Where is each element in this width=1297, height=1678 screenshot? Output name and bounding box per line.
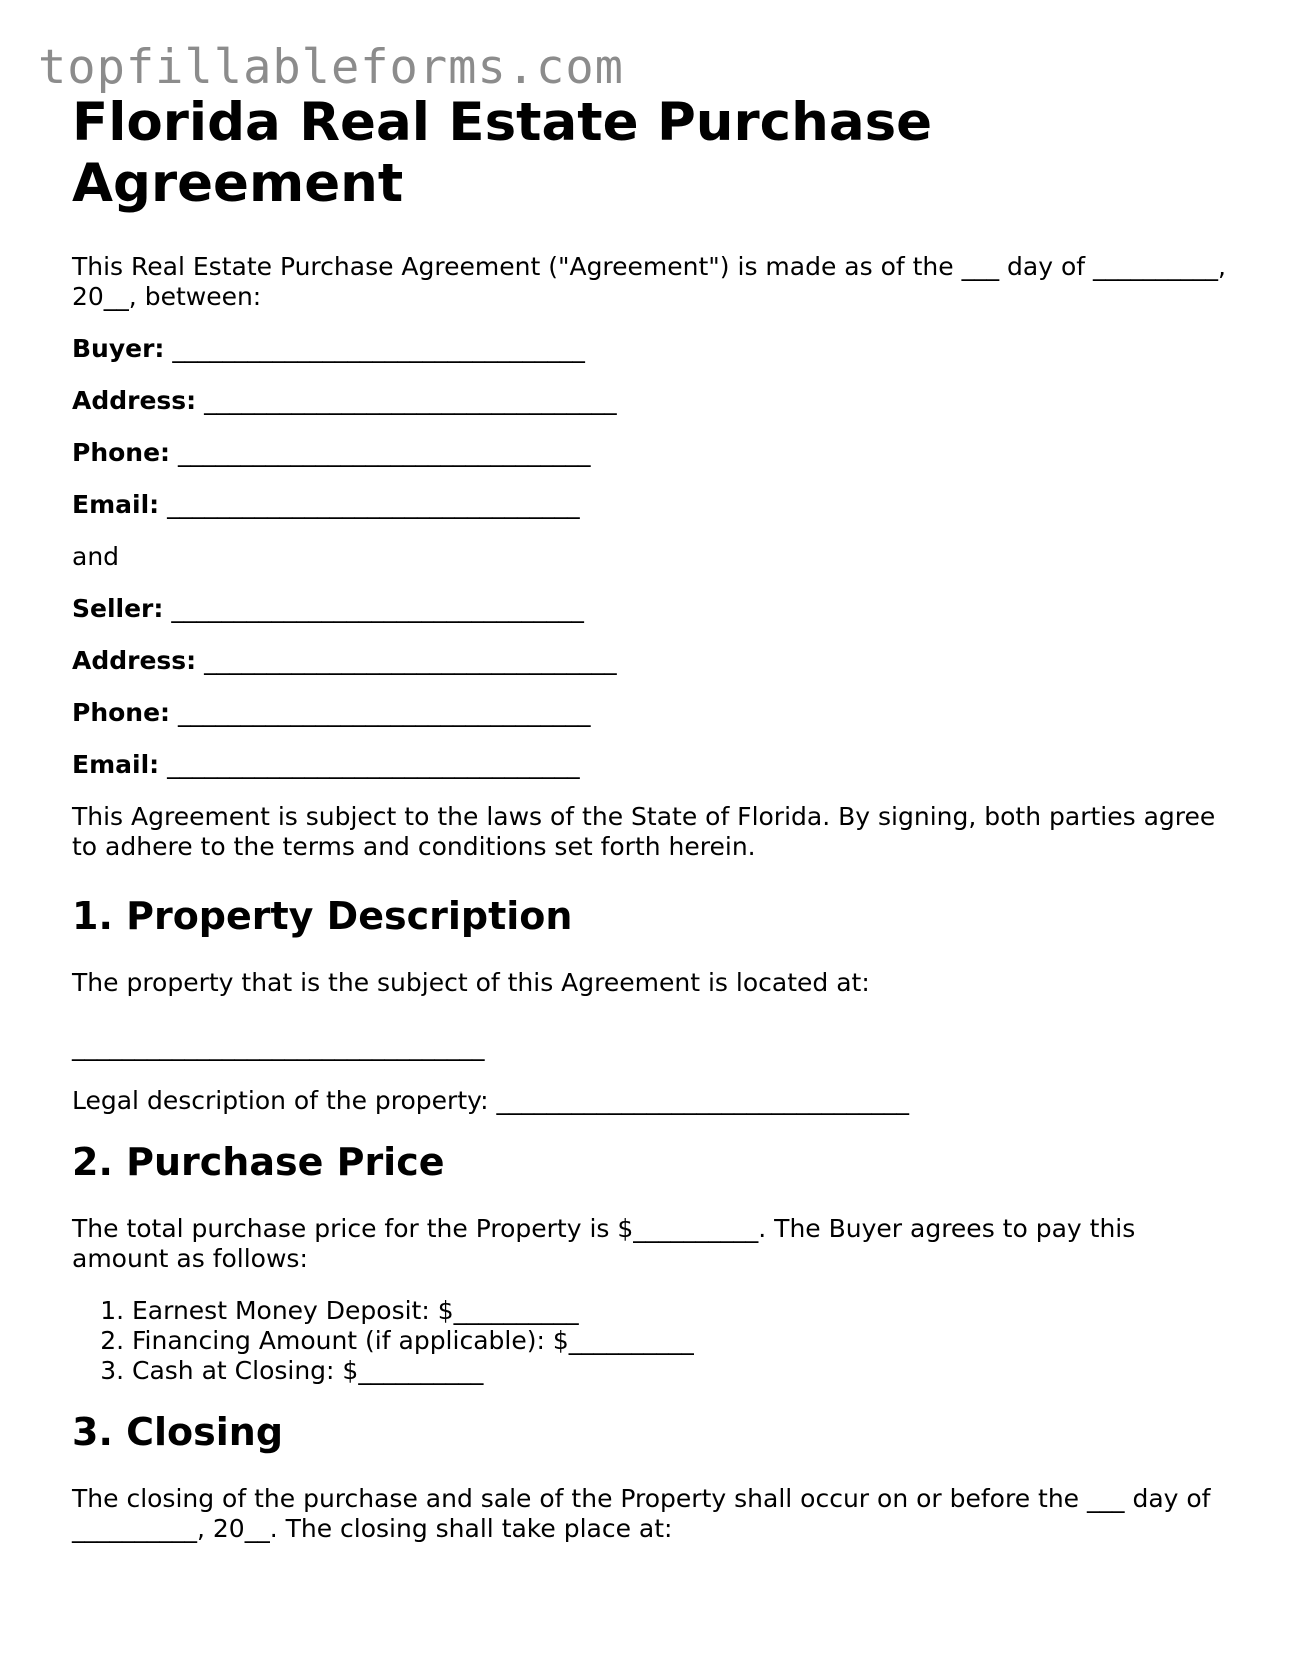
buyer-email-blank[interactable]: _________________________________ (167, 490, 580, 519)
section-heading-property-description: 1. Property Description (72, 894, 573, 938)
buyer-address-label: Address: (72, 386, 197, 415)
list-item: 2. Financing Amount (if applicable): $__________ (132, 1326, 1232, 1356)
and-text: and (72, 542, 120, 571)
legal-description-text: Legal description of the property: _________________________________ (72, 1086, 909, 1115)
buyer-phone-blank[interactable]: _________________________________ (178, 438, 591, 467)
buyer-email-field (72, 490, 1232, 520)
seller-phone-blank[interactable]: _________________________________ (178, 698, 591, 727)
seller-phone-label: Phone: (72, 698, 171, 727)
buyer-address-blank[interactable]: _________________________________ (204, 386, 617, 415)
seller-email-blank[interactable]: _________________________________ (167, 750, 580, 779)
seller-address-label: Address: (72, 646, 197, 675)
section-heading-purchase-price: 2. Purchase Price (72, 1140, 445, 1184)
buyer-email-label: Email: (72, 490, 160, 519)
laws-paragraph: This Agreement is subject to the laws of the State of Florida. By signing, both parties agree to adhere to the terms and conditions set forth herein. (72, 802, 1216, 861)
list-item: 1. Earnest Money Deposit: $__________ (132, 1296, 1232, 1326)
buyer-address-field (72, 386, 1232, 416)
payment-list (72, 1296, 1232, 1386)
list-item: 3. Cash at Closing: $__________ (132, 1356, 1232, 1386)
buyer-name-field (72, 334, 1232, 364)
seller-email-field (72, 750, 1232, 780)
closing-text: The closing of the purchase and sale of the Property shall occur on or before the ___ day of __________, 20__. The closing shall take place at: (72, 1484, 1211, 1543)
seller-phone-field (72, 698, 1232, 728)
watermark: topfillableforms.com (38, 40, 624, 95)
seller-name-field (72, 594, 1232, 624)
section-heading-closing: 3. Closing (72, 1410, 284, 1454)
document-page (72, 92, 1232, 1544)
seller-email-label: Email: (72, 750, 160, 779)
buyer-phone-label: Phone: (72, 438, 171, 467)
property-location-text: The property that is the subject of this Agreement is located at: (72, 968, 870, 997)
buyer-name-blank[interactable]: _________________________________ (172, 334, 585, 363)
purchase-price-text: The total purchase price for the Property is $__________. The Buyer agrees to pay this amount as follows: (72, 1214, 1136, 1273)
intro-paragraph: This Real Estate Purchase Agreement ("Agreement") is made as of the ___ day of __________, 20__, between: (72, 252, 1226, 311)
seller-name-label: Seller: (72, 594, 164, 623)
document-title: Florida Real Estate Purchase Agreement (72, 92, 933, 214)
buyer-phone-field (72, 438, 1232, 468)
seller-name-blank[interactable]: _________________________________ (171, 594, 584, 623)
property-address-blank[interactable]: _________________________________ (72, 1032, 485, 1061)
buyer-name-label: Buyer: (72, 334, 165, 363)
seller-address-field (72, 646, 1232, 676)
seller-address-blank[interactable]: _________________________________ (204, 646, 617, 675)
